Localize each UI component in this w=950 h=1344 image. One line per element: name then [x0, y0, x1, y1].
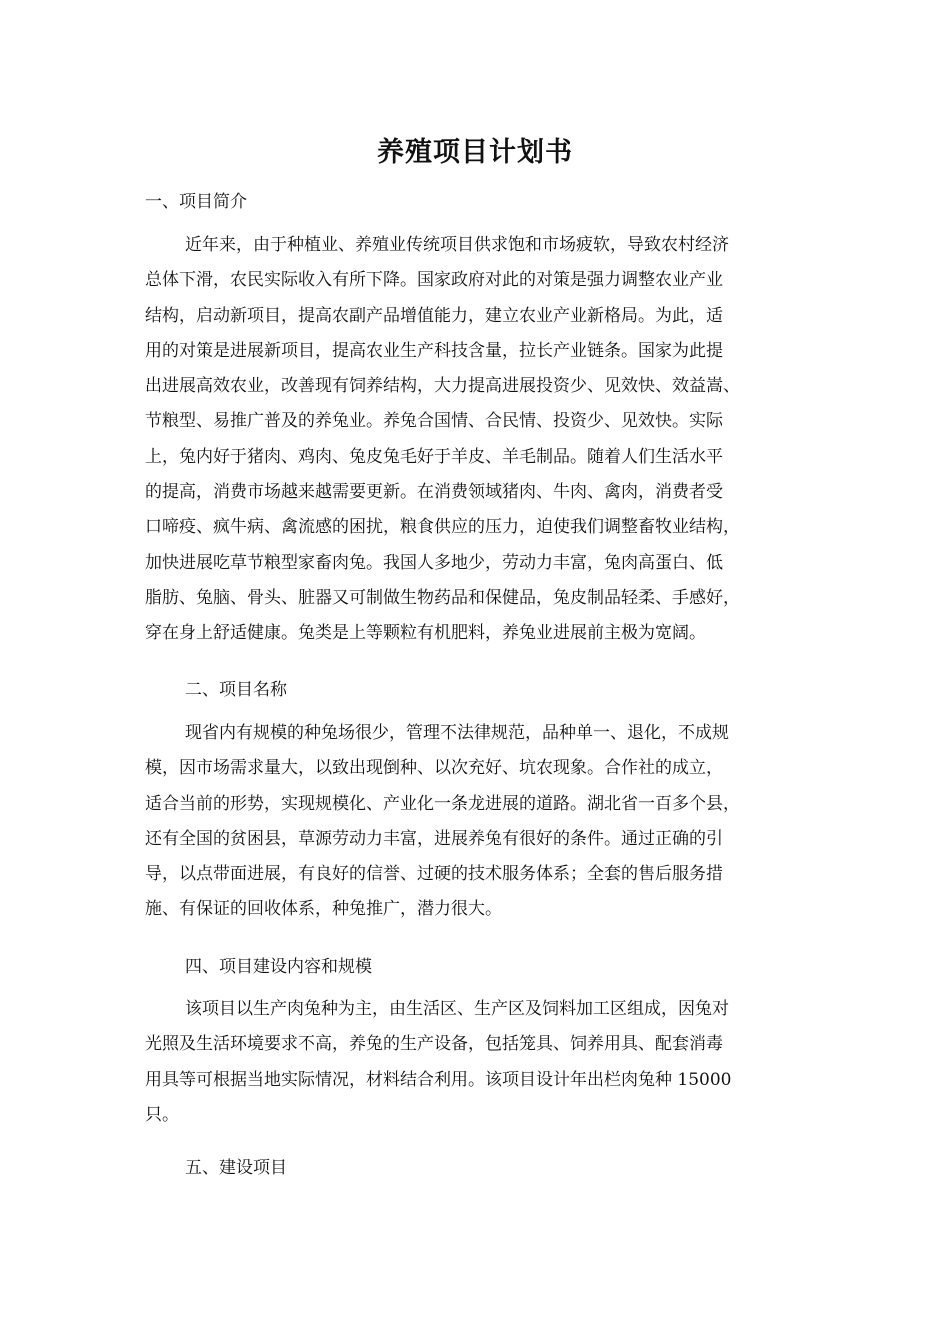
text-line: 模，因市场需求量大，以致出现倒种、以次充好、坑农现象。合作社的成立，: [145, 758, 723, 779]
text-line: 只。: [145, 1104, 179, 1125]
section-body-intro: [145, 228, 813, 652]
section-heading-content-scale: 四、项目建设内容和规模: [185, 957, 372, 977]
text-line: 结构，启动新项目，提高农副产品增值能力，建立农业产业新格局。为此，适: [145, 305, 723, 326]
text-line: 的提高，消费市场越来越需要更新。在消费领域猪肉、牛肉、禽肉，消费者受: [145, 482, 723, 503]
text-line: 适合当前的形势，实现规模化、产业化一条龙进展的道路。湖北省一百多个县，: [145, 793, 740, 814]
section-body-content-scale: [145, 992, 813, 1133]
text-line: 总体下滑，农民实际收入有所下降。国家政府对此的对策是强力调整农业产业: [145, 270, 723, 291]
text-line: 用具等可根据当地实际情况，材料结合利用。该项目设计年出栏肉兔种 15000: [145, 1069, 732, 1090]
text-line: 口啼疫、疯牛病、禽流感的困扰，粮食供应的压力，迫使我们调整畜牧业结构，: [145, 517, 740, 538]
text-line: 出进展高效农业，改善现有饲养结构，大力提高进展投资少、见效快、效益嵩、: [145, 376, 740, 397]
document-title: 养殖项目计划书: [377, 137, 573, 168]
text-line: 现省内有规模的种兔场很少，管理不法律规范，品种单一、退化，不成规: [185, 723, 729, 743]
text-line: 近年来，由于种植业、养殖业传统项目供求饱和市场疲软，导致农村经济: [185, 235, 729, 255]
text-line: 导，以点带面进展，有良好的信誉、过硬的技术服务体系；全套的售后服务措: [145, 864, 723, 885]
text-line: 上，兔内好于猪肉、鸡肉、兔皮兔毛好于羊皮、羊毛制品。随着人们生活水平: [145, 446, 723, 467]
text-line: 加快进展吃草节粮型家畜肉兔。我国人多地少，劳动力丰富，兔肉高蛋白、低: [145, 552, 723, 573]
text-line: 还有全国的贫困县，草源劳动力丰富，进展养兔有很好的条件。通过正确的引: [145, 828, 723, 849]
text-line: 用的对策是进展新项目，提高农业生产科技含量，拉长产业链条。国家为此提: [145, 340, 723, 361]
text-line: 该项目以生产肉兔种为主，由生活区、生产区及饲料加工区组成，因兔对: [185, 999, 729, 1019]
section-heading-name: 二、项目名称: [185, 680, 287, 700]
section-body-name: [145, 716, 813, 928]
text-line: 脂肪、兔脑、骨头、脏器又可制做生物药品和保健品，兔皮制品轻柔、手感好，: [145, 587, 740, 608]
text-line: 节粮型、易推广普及的养兔业。养兔合国情、合民情、投资少、见效快。实际: [145, 411, 723, 432]
text-line: 施、有保证的回收体系，种兔推广，潜力很大。: [145, 899, 502, 920]
section-heading-intro: 一、项目简介: [145, 192, 247, 212]
text-line: 光照及生活环境要求不高，养兔的生产设备，包括笼具、饲养用具、配套消毒: [145, 1034, 723, 1055]
section-heading-construction: 五、建设项目: [185, 1158, 287, 1178]
text-line: 穿在身上舒适健康。兔类是上等颗粒有机肥料，养兔业进展前主极为宽阔。: [145, 623, 706, 644]
